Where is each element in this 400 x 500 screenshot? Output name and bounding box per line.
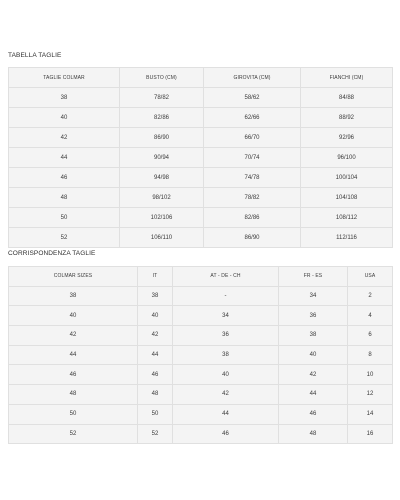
table-cell: 40 [173,365,279,385]
table-cell: 74/78 [204,168,301,188]
table-row [9,108,393,128]
table-row [9,168,393,188]
table-cell: 40 [9,108,120,128]
table-cell: 82/86 [204,208,301,228]
table-cell: 48 [138,385,173,405]
table-cell: 52 [9,424,138,444]
table-cell: 78/82 [204,188,301,208]
conversion-table-body [9,286,393,444]
table-cell: 4 [348,306,393,326]
table-cell: 86/90 [204,228,301,248]
header-taglie-colmar: TAGLIE COLMAR [9,68,120,88]
size-table-body [9,88,393,248]
conversion-table-header-row [9,267,393,287]
table-cell: 78/82 [120,88,204,108]
table-cell: 46 [9,168,120,188]
table-cell: 98/102 [120,188,204,208]
table-cell: 82/86 [120,108,204,128]
table-cell: 8 [348,345,393,365]
table-cell: 2 [348,286,393,306]
table-cell: 6 [348,326,393,346]
table-row [9,365,393,385]
table-cell: 46 [173,424,279,444]
table-row [9,385,393,405]
table-cell: 36 [279,306,348,326]
table-cell: 44 [9,345,138,365]
table-cell: 38 [138,286,173,306]
table-cell: 10 [348,365,393,385]
table-cell: 38 [173,345,279,365]
table-row [9,208,393,228]
table-cell: 66/70 [204,128,301,148]
table-row [9,148,393,168]
table-cell: 42 [279,365,348,385]
table-cell: 38 [9,88,120,108]
table-row [9,404,393,424]
table-cell: 44 [173,404,279,424]
table-cell: 46 [279,404,348,424]
table-cell: 100/104 [301,168,393,188]
table-cell: 94/98 [120,168,204,188]
table-cell: 16 [348,424,393,444]
size-table-title: TABELLA TAGLIE [8,52,62,59]
table-cell: 88/92 [301,108,393,128]
table-cell: 34 [173,306,279,326]
table-row [9,345,393,365]
table-row [9,128,393,148]
table-cell: 50 [9,208,120,228]
table-cell: 48 [9,385,138,405]
header-usa: USA [348,267,393,287]
table-cell: 44 [138,345,173,365]
table-row [9,306,393,326]
table-cell: - [173,286,279,306]
table-cell: 42 [173,385,279,405]
table-row [9,88,393,108]
header-it: IT [138,267,173,287]
table-cell: 40 [279,345,348,365]
table-cell: 36 [173,326,279,346]
table-cell: 46 [138,365,173,385]
table-cell: 40 [138,306,173,326]
table-cell: 52 [138,424,173,444]
table-cell: 70/74 [204,148,301,168]
table-cell: 48 [9,188,120,208]
conversion-table-title: CORRISPONDENZA TAGLIE [8,250,96,257]
table-cell: 44 [9,148,120,168]
header-fianchi: FIANCHI (CM) [301,68,393,88]
table-cell: 34 [279,286,348,306]
table-row [9,228,393,248]
table-cell: 12 [348,385,393,405]
table-cell: 48 [279,424,348,444]
table-cell: 46 [9,365,138,385]
table-cell: 58/62 [204,88,301,108]
table-cell: 14 [348,404,393,424]
table-cell: 44 [279,385,348,405]
table-cell: 90/94 [120,148,204,168]
table-cell: 104/108 [301,188,393,208]
table-cell: 92/96 [301,128,393,148]
table-cell: 84/88 [301,88,393,108]
size-table-header-row [9,68,393,88]
table-row [9,188,393,208]
table-cell: 112/116 [301,228,393,248]
table-cell: 50 [138,404,173,424]
table-cell: 40 [9,306,138,326]
table-cell: 38 [9,286,138,306]
header-at-de-ch: AT - DE - CH [173,267,279,287]
table-cell: 42 [138,326,173,346]
table-cell: 108/112 [301,208,393,228]
table-cell: 106/110 [120,228,204,248]
header-colmar-sizes: COLMAR SIZES [9,267,138,287]
conversion-table [8,266,393,444]
header-busto: BUSTO (CM) [120,68,204,88]
table-cell: 62/66 [204,108,301,128]
table-cell: 96/100 [301,148,393,168]
size-table [8,67,393,248]
table-cell: 38 [279,326,348,346]
table-row [9,326,393,346]
table-row [9,286,393,306]
table-row [9,424,393,444]
table-cell: 42 [9,128,120,148]
table-cell: 50 [9,404,138,424]
header-fr-es: FR - ES [279,267,348,287]
table-cell: 102/106 [120,208,204,228]
table-cell: 42 [9,326,138,346]
header-girovita: GIROVITA (CM) [204,68,301,88]
table-cell: 86/90 [120,128,204,148]
table-cell: 52 [9,228,120,248]
